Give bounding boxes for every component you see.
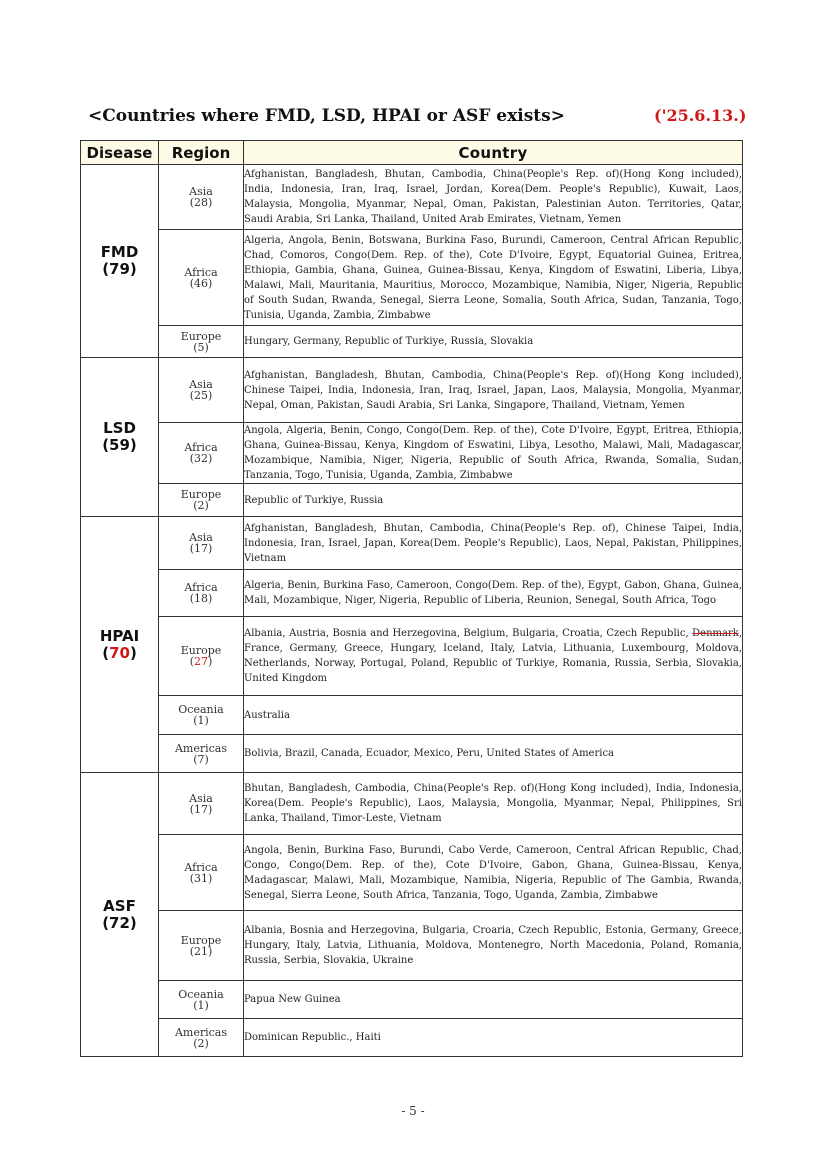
region-count: (18) — [189, 592, 213, 605]
region-name: Asia — [189, 378, 213, 391]
region-cell — [159, 230, 244, 326]
region-count: (25) — [189, 389, 213, 402]
country-list — [244, 617, 743, 696]
disease-count: (59) — [102, 436, 137, 454]
country-list: Afghanistan, Bangladesh, Bhutan, Cambodia, China(People's Rep. of), Chinese Taipei, India, Indonesia, Iran, Israel, Japan, Korea(Dem. People's Republic), Laos, Nepal, Pakistan, Philippines, Vietnam — [244, 517, 743, 570]
region-name: Asia — [189, 791, 213, 805]
table-row — [81, 696, 743, 735]
header-region: Region — [159, 141, 244, 165]
region-cell: Europe (27) — [159, 617, 244, 696]
table-header-row — [81, 141, 743, 165]
disease-table — [80, 140, 743, 1057]
region-count: (31) — [189, 871, 213, 885]
region-name: Oceania — [178, 703, 224, 716]
header-country: Country — [244, 141, 743, 165]
region-count: (5) — [193, 340, 209, 354]
disease-name: FMD — [100, 243, 139, 261]
region-cell — [159, 326, 244, 358]
table-row — [81, 911, 743, 981]
header-disease: Disease — [81, 141, 159, 165]
disease-name: HPAI — [99, 626, 140, 645]
table-row — [81, 735, 743, 773]
region-count: 27 — [194, 655, 208, 668]
region-count: (1) — [193, 998, 209, 1012]
country-list: Albania, Bosnia and Herzegovina, Bulgaria, Croaria, Czech Republic, Estonia, Germany, Greece, Hungary, Italy, Latvia, Lithuania, Moldova, Montenegro, North Macedonia, Poland, Romania, Russia, Serbia, Slovakia, Ukraine — [244, 911, 743, 981]
disease-count: (72) — [102, 913, 137, 932]
region-name: Europe — [180, 329, 222, 343]
table-row — [81, 617, 743, 696]
region-name: Europe — [180, 933, 222, 947]
region-count: (17) — [189, 542, 213, 555]
table-row — [81, 326, 743, 358]
region-count: (1) — [193, 714, 209, 727]
region-count: (17) — [189, 802, 213, 816]
region-cell — [159, 773, 244, 835]
region-count: (21) — [189, 944, 213, 958]
country-list: Algeria, Angola, Benin, Botswana, Burkina Faso, Burundi, Cameroon, Central African Republic, Chad, Comoros, Congo(Dem. Rep. of the), Cote D'Ivoire, Egypt, Equatorial Guinea, Eritrea, Ethiopia, Gambia, Ghana, Guinea, Guinea-Bissau, Kenya, Kingdom of Eswatini, Liberia, Libya, Malawi, Mali, Mauritania, Mauritius, Morocco, Mozambique, Namibia, Niger, Nigeria, Republic of South Sudan, Rwanda, Senegal, Sierra Leone, Somalia, South Africa, Sudan, Tanzania, Togo, Tunisia, Uganda, Zambia, Zimbabwe — [244, 230, 743, 326]
country-list-part: , France, Germany, Greece, Hungary, Iceland, Italy, Latvia, Lithuania, Luxembourg, Moldova, Netherlands, Norway, Portugal, Poland, Republic of Turkiye, Romania, Russia, Serbia, Slovakia, United Kingdom — [244, 628, 742, 684]
disease-name: LSD — [103, 419, 136, 437]
region-count: (2) — [193, 1036, 209, 1050]
region-cell — [159, 696, 244, 735]
region-name: Africa — [184, 581, 218, 594]
disease-name: ASF — [103, 896, 136, 915]
region-name: Africa — [184, 441, 218, 454]
region-cell — [159, 835, 244, 911]
country-list: Bhutan, Bangladesh, Cambodia, China(People's Rep. of)(Hong Kong included), India, Indonesia, Korea(Dem. People's Republic), Laos, Malaysia, Mongolia, Myanmar, Nepal, Philippines, Sri Lanka, Thailand, Timor-Leste, Vietnam — [244, 773, 743, 835]
region-count: (28) — [189, 196, 213, 209]
disease-lsd — [81, 358, 159, 517]
update-date: ('25.6.13.) — [654, 106, 747, 125]
region-name: Asia — [189, 185, 213, 198]
table-row — [81, 358, 743, 423]
region-name: Europe — [180, 488, 222, 501]
country-list: Hungary, Germany, Republic of Turkiye, Russia, Slovakia — [244, 326, 743, 358]
region-cell — [159, 423, 244, 484]
region-cell — [159, 165, 244, 230]
country-list: Angola, Benin, Burkina Faso, Burundi, Cabo Verde, Cameroon, Central African Republic, Chad, Congo, Congo(Dem. Rep. of the), Cote D'Ivoire, Gabon, Ghana, Guinea-Bissau, Kenya, Madagascar, Malawi, Mali, Mozambique, Namibia, Nigeria, Republic of The Gambia, Rwanda, Senegal, Sierra Leone, South Africa, Tanzania, Togo, Uganda, Zambia, Zimbabwe — [244, 835, 743, 911]
country-list: Afghanistan, Bangladesh, Bhutan, Cambodia, China(People's Rep. of)(Hong Kong included), Chinese Taipei, India, Indonesia, Iran, Iraq, Israel, Japan, Laos, Malaysia, Mongolia, Myanmar, Nepal, Oman, Pakistan, Saudi Arabia, Sri Lanka, Singapore, Thailand, Vietnam, Yemen — [244, 358, 743, 423]
table-row — [81, 484, 743, 517]
table-row — [81, 981, 743, 1019]
country-list: Dominican Republic., Haiti — [244, 1019, 743, 1057]
country-list: Afghanistan, Bangladesh, Bhutan, Cambodia, China(People's Rep. of)(Hong Kong included), India, Indonesia, Iran, Iraq, Israel, Jordan, Korea(Dem. People's Republic), Kuwait, Laos, Malaysia, Mongolia, Myanmar, Nepal, Oman, Pakistan, Palestinian Auton. Territories, Qatar, Saudi Arabia, Sri Lanka, Thailand, United Arab Emirates, Vietnam, Yemen — [244, 165, 743, 230]
country-list: Republic of Turkiye, Russia — [244, 484, 743, 517]
table-row — [81, 165, 743, 230]
table-row — [81, 1019, 743, 1057]
region-count: (7) — [193, 752, 209, 766]
region-cell — [159, 1019, 244, 1057]
table-row — [81, 517, 743, 570]
region-cell — [159, 358, 244, 423]
country-list: Angola, Algeria, Benin, Congo, Congo(Dem. Rep. of the), Cote D'Ivoire, Egypt, Eritrea, Ethiopia, Ghana, Guinea-Bissau, Kenya, Kingdom of Eswatini, Libya, Lesotho, Malawi, Mali, Madagascar, Mozambique, Namibia, Niger, Nigeria, Republic of South Africa, Rwanda, Somalia, Sudan, Tanzania, Togo, Tunisia, Uganda, Zambia, Zimbabwe — [244, 423, 743, 484]
disease-fmd — [81, 165, 159, 358]
region-cell — [159, 517, 244, 570]
region-name: Africa — [184, 860, 218, 874]
country-list: Bolivia, Brazil, Canada, Ecuador, Mexico, Peru, United States of America — [244, 735, 743, 773]
country-list: Australia — [244, 696, 743, 735]
disease-count: (79) — [102, 260, 137, 278]
region-name: Asia — [189, 531, 213, 544]
region-count: (46) — [189, 276, 213, 290]
page-title: <Countries where FMD, LSD, HPAI or ASF exists> — [88, 106, 565, 126]
region-count: (32) — [189, 452, 213, 465]
table-row — [81, 570, 743, 617]
region-count: (2) — [193, 499, 209, 512]
table-row — [81, 230, 743, 326]
table-row — [81, 835, 743, 911]
region-cell — [159, 911, 244, 981]
disease-hpai: HPAI (70) — [81, 517, 159, 773]
region-name: Europe — [180, 644, 222, 657]
region-cell — [159, 981, 244, 1019]
region-name: Oceania — [178, 987, 224, 1001]
country-list: Algeria, Benin, Burkina Faso, Cameroon, Congo(Dem. Rep. of the), Egypt, Gabon, Ghana, Guinea, Mali, Mozambique, Niger, Nigeria, Republic of Liberia, Reunion, Senegal, South Africa, Togo — [244, 570, 743, 617]
table-row — [81, 423, 743, 484]
country-list-part: Albania, Austria, Bosnia and Herzegovina, Belgium, Bulgaria, Croatia, Czech Republic, — [244, 628, 693, 639]
country-list: Papua New Guinea — [244, 981, 743, 1019]
disease-count: 70 — [109, 643, 130, 662]
disease-asf — [81, 773, 159, 1057]
region-cell — [159, 570, 244, 617]
page-number: - 5 - — [401, 1104, 425, 1118]
region-cell — [159, 735, 244, 773]
region-name: Americas — [174, 1025, 228, 1039]
table-row — [81, 773, 743, 835]
region-name: Africa — [184, 265, 218, 279]
region-cell — [159, 484, 244, 517]
region-name: Americas — [174, 741, 228, 755]
struck-country: Denmark — [692, 628, 739, 639]
